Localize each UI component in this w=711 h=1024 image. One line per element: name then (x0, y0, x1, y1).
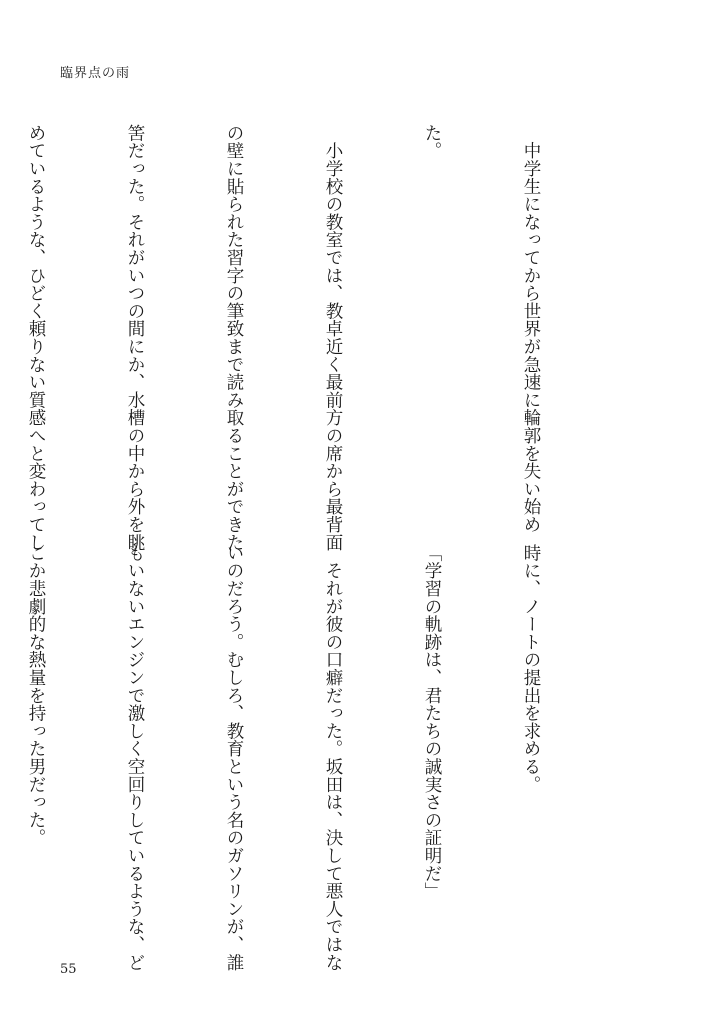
text-line: の壁に貼られた習字の筆致まで読み取ることができた (224, 124, 244, 552)
text-line: めているような、ひどく頼りない質感へと変わってし (26, 124, 46, 552)
text-line: こか悲劇的な熱量を持った男だった。 (26, 544, 46, 847)
text-line: 小学校の教室では、教卓近く最前方の席から最背面 (323, 124, 343, 552)
text-line: いのだろう。むしろ、教育という名のガソリンが、誰 (224, 544, 244, 972)
running-header: 臨界点の雨 (60, 66, 131, 81)
text-line: 「学習の軌跡は、君たちの誠実さの証明だ」 (422, 544, 442, 900)
text-line: 時に、ノートの提出を求める。 (521, 544, 541, 794)
text-line: 中学生になってから世界が急速に輪郭を失い始め (521, 124, 541, 534)
text-line: もいないエンジンで激しく空回りしているような、ど (125, 544, 145, 972)
text-line: それが彼の口癖だった。坂田は、決して悪人ではな (323, 544, 343, 972)
page-number: 55 (60, 962, 77, 977)
text-line: 筈だった。それがいつの間にか、水槽の中から外を眺 (125, 124, 145, 552)
text-line: た。 (422, 124, 442, 160)
body-text-top-block (0, 124, 613, 552)
